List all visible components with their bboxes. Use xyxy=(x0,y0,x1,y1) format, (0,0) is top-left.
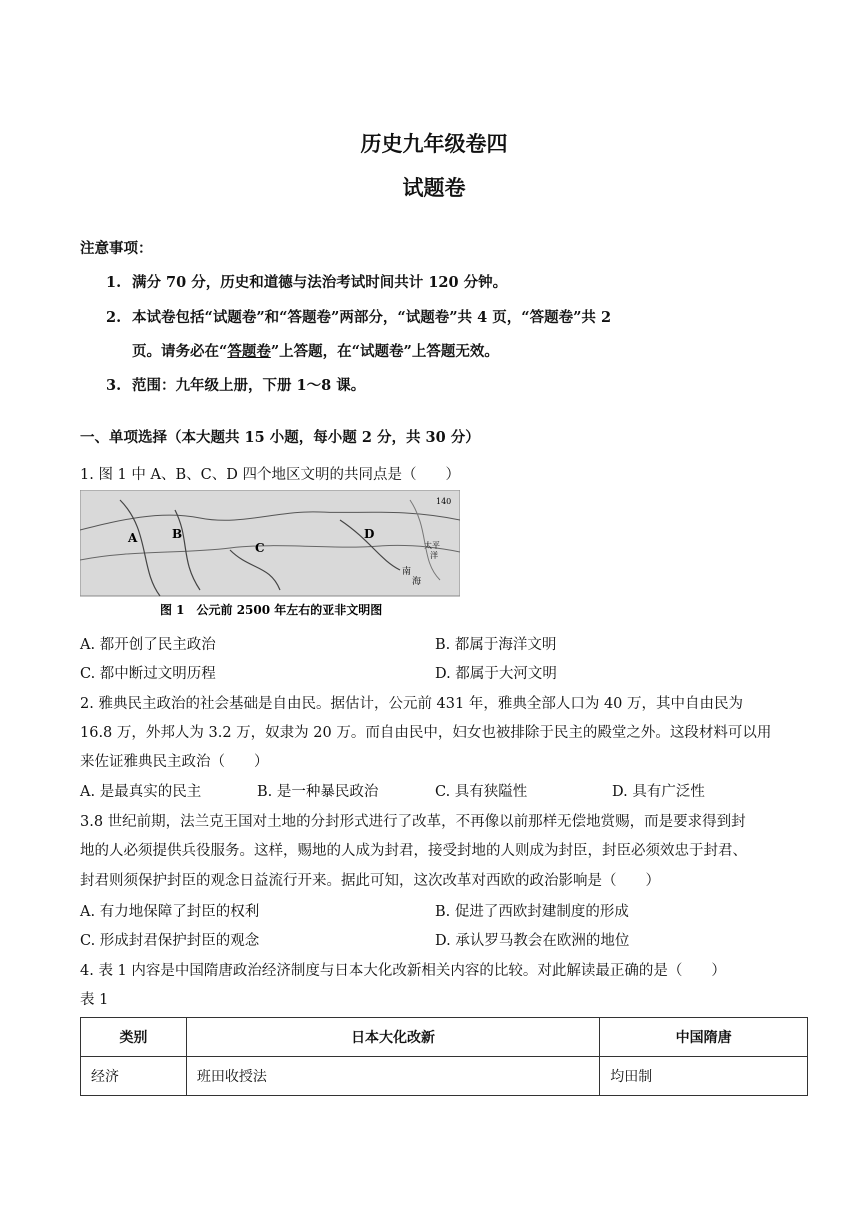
table-header-row xyxy=(81,1018,808,1057)
notice-heading: 注意事项： xyxy=(80,240,153,257)
q3-option-b: B. 促进了西欧封建制度的形成 xyxy=(435,904,629,920)
q1-option-c: C. 都中断过文明历程 xyxy=(80,666,216,682)
map-label-ocean: 洋 xyxy=(430,551,438,560)
table-label: 表 1 xyxy=(80,992,109,1008)
notice-item-1: 1. 满分 70 分，历史和道德与法治考试时间共计 120 分钟。 xyxy=(106,274,508,291)
q2-option-b: B. 是一种暴民政治 xyxy=(257,784,379,800)
section-heading: 一、单项选择（本大题共 15 小题，每小题 2 分，共 30 分） xyxy=(80,429,480,446)
question-2-line-3: 来佐证雅典民主政治（ ） xyxy=(80,754,269,770)
notice-item-2: 2. 本试卷包括“试题卷”和“答题卷”两部分，“试题卷”共 4 页，“答题卷”共 2 xyxy=(106,309,612,326)
table-cell-china: 均田制 xyxy=(600,1057,808,1096)
asia-africa-civilization-map xyxy=(80,490,460,620)
question-2-line-1: 2. 雅典民主政治的社会基础是自由民。据估计，公元前 431 年，雅典全部人口为 40 万，其中自由民为 xyxy=(80,696,744,712)
map-label-a: A xyxy=(128,531,138,545)
question-2-line-2: 16.8 万，外邦人为 3.2 万，奴隶为 20 万。而自由民中，妇女也被排除于民主的殿堂之外。这段材料可以用 xyxy=(80,725,772,741)
table-header-japan: 日本大化改新 xyxy=(186,1018,599,1057)
map-label-d: D xyxy=(364,527,375,541)
q1-option-d: D. 都属于大河文明 xyxy=(435,666,557,682)
q2-option-d: D. 具有广泛性 xyxy=(612,784,705,800)
question-3-line-1: 3.8 世纪前期，法兰克王国对土地的分封形式进行了改革，不再像以前那样无偿地赏赐，而是要求得到封 xyxy=(80,814,746,830)
comparison-table xyxy=(80,1017,808,1096)
question-3-line-3: 封君则须保护封臣的观念日益流行开来。据此可知，这次改革对西欧的政治影响是（ ） xyxy=(80,873,660,889)
map-label-sea: 海 xyxy=(412,577,422,587)
table-cell-japan: 班田收授法 xyxy=(186,1057,599,1096)
map-caption: 图 1 公元前 2500 年左右的亚非文明图 xyxy=(160,603,383,617)
q3-option-a: A. 有力地保障了封臣的权利 xyxy=(80,904,260,920)
notice-item-3: 3. 范围：九年级上册，下册 1～8 课。 xyxy=(106,377,366,394)
question-4-stem: 4. 表 1 内容是中国隋唐政治经济制度与日本大化改新相关内容的比较。对此解读最正确的是（ ） xyxy=(80,963,726,979)
q2-option-a: A. 是最真实的民主 xyxy=(80,784,202,800)
q1-option-a: A. 都开创了民主政治 xyxy=(80,637,216,653)
q3-option-d: D. 承认罗马教会在欧洲的地位 xyxy=(435,933,630,949)
map-label-c: C xyxy=(255,541,265,555)
map-label-longitude: 140 xyxy=(436,497,452,506)
map-label-pacific: 太平 xyxy=(424,541,440,550)
table-header-china: 中国隋唐 xyxy=(600,1018,808,1057)
notice-item-2-continued: 页。请务必在“答题卷”上答题，在“试题卷”上答题无效。 xyxy=(132,343,499,360)
table-row xyxy=(81,1057,808,1096)
table-header-category: 类别 xyxy=(81,1018,187,1057)
page-title: 历史九年级卷四 xyxy=(360,131,508,156)
map-label-b: B xyxy=(172,527,183,541)
question-3-line-2: 地的人必须提供兵役服务。这样，赐地的人成为封君，接受封地的人则成为封臣，封臣必须效忠于封君、 xyxy=(80,843,747,859)
question-1-stem: 1. 图 1 中 A、B、C、D 四个地区文明的共同点是（ ） xyxy=(80,467,460,483)
q1-option-b: B. 都属于海洋文明 xyxy=(435,637,557,653)
q2-option-c: C. 具有狭隘性 xyxy=(435,784,528,800)
table-cell-category: 经济 xyxy=(81,1057,187,1096)
q3-option-c: C. 形成封君保护封臣的观念 xyxy=(80,933,260,949)
page-subtitle: 试题卷 xyxy=(402,175,466,200)
map-label-south: 南 xyxy=(402,567,412,577)
